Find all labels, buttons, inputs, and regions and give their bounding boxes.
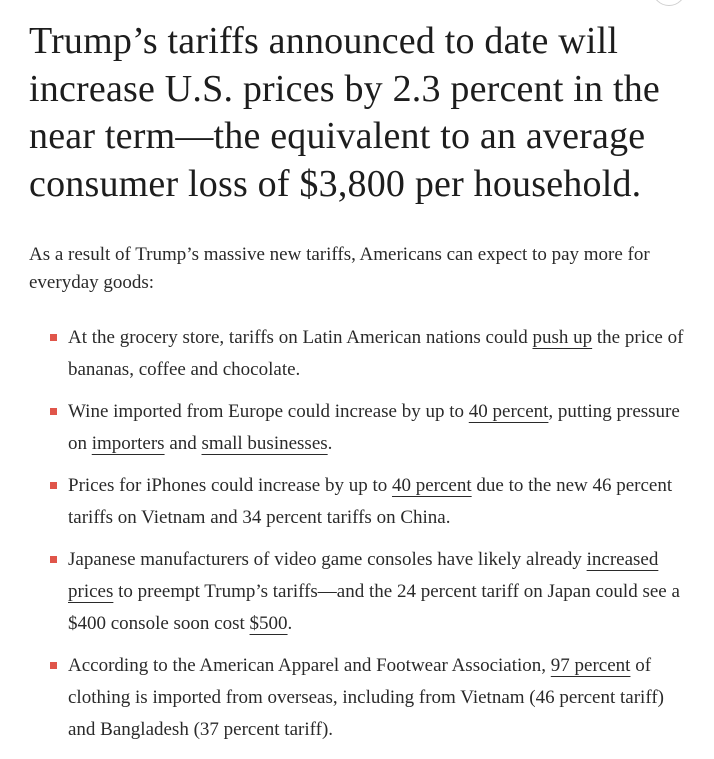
small-businesses-link[interactable]: small businesses [201, 433, 328, 454]
bullet-square-icon [50, 662, 57, 669]
bullet-square-icon [50, 408, 57, 415]
list-item-clothing [29, 650, 694, 746]
97-percent-link[interactable]: 97 percent [550, 655, 631, 676]
increased-prices-link[interactable]: increased prices [68, 549, 659, 602]
wine-40-percent-link[interactable]: 40 percent [468, 401, 549, 422]
list-item-grocery [29, 322, 694, 386]
iphone-40-percent-link[interactable]: 40 percent [391, 475, 472, 496]
item-text: According to the American Apparel and Footwear Association, [68, 655, 551, 676]
item-text: At the grocery store, tariffs on Latin American nations could [68, 327, 533, 348]
item-text: to preempt Trump’s tariffs—and the 24 percent tariff on Japan could see a $400 console soon cost [68, 581, 680, 634]
item-text: Japanese manufacturers of video game consoles have likely already [68, 549, 587, 570]
bullet-square-icon [50, 482, 57, 489]
item-text: and [164, 433, 202, 454]
item-text: . [327, 433, 333, 454]
corner-circle-button[interactable] [652, 0, 686, 6]
500-dollar-link[interactable]: $500 [249, 613, 288, 634]
item-text: Wine imported from Europe could increase by up to [68, 401, 469, 422]
headline: Trump’s tariffs announced to date will increase U.S. prices by 2.3 percent in the near term—the equivalent to an average consumer loss of $3,800 per household. [29, 20, 660, 205]
push-up-link[interactable]: push up [532, 327, 593, 348]
list-item-consoles [29, 544, 694, 640]
item-text: due to the new 46 percent tariffs on Vietnam and 34 percent tariffs on China. [68, 475, 673, 528]
importers-link[interactable]: importers [91, 433, 165, 454]
intro-paragraph: As a result of Trump’s massive new tariffs, Americans can expect to pay more for everyday goods: [29, 244, 650, 293]
item-text: , putting pressure on [68, 401, 680, 454]
tariff-impact-list [29, 322, 694, 756]
item-text: . [287, 613, 293, 634]
list-item-iphones [29, 470, 694, 534]
item-text: of clothing is imported from overseas, including from Vietnam (46 percent tariff) and Bangladesh (37 percent tariff). [68, 655, 664, 740]
item-text: the price of bananas, coffee and chocolate. [68, 327, 684, 380]
item-text: Prices for iPhones could increase by up to [68, 475, 392, 496]
list-item-wine [29, 396, 694, 460]
bullet-square-icon [50, 334, 57, 341]
bullet-square-icon [50, 556, 57, 563]
